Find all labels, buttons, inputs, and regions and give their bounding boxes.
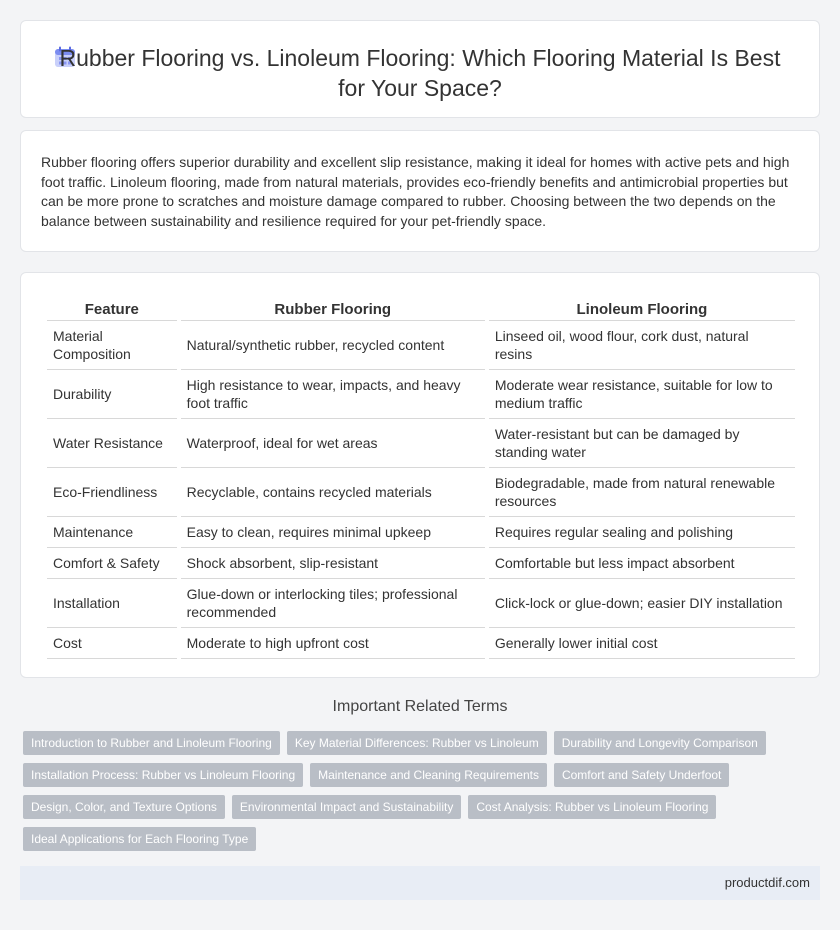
row-feature: Comfort & Safety (47, 548, 177, 579)
related-term-link[interactable]: Comfort and Safety Underfoot (554, 763, 729, 787)
comparison-table (43, 295, 799, 659)
row-feature: Installation (47, 579, 177, 628)
page-title: Rubber Flooring vs. Linoleum Flooring: Which Flooring Material Is Best for Your Space? (59, 45, 781, 101)
row-feature: Material Composition (47, 321, 177, 370)
related-term-link[interactable]: Cost Analysis: Rubber vs Linoleum Flooring (468, 795, 716, 819)
related-terms-title: Important Related Terms (332, 698, 508, 715)
header-linoleum: Linoleum Flooring (489, 295, 795, 321)
row-rubber: Moderate to high upfront cost (181, 628, 485, 659)
footer (20, 866, 820, 900)
related-term-link[interactable]: Introduction to Rubber and Linoleum Flooring (23, 731, 280, 755)
row-feature: Maintenance (47, 517, 177, 548)
related-term-link[interactable]: Installation Process: Rubber vs Linoleum Flooring (23, 763, 303, 787)
intro-card (20, 130, 820, 252)
related-term-link[interactable]: Maintenance and Cleaning Requirements (310, 763, 547, 787)
row-feature: Eco-Friendliness (47, 468, 177, 517)
related-term-link[interactable]: Design, Color, and Texture Options (23, 795, 225, 819)
table-row (47, 370, 795, 419)
row-linoleum: Click-lock or glue-down; easier DIY installation (489, 579, 795, 628)
row-linoleum: Linseed oil, wood flour, cork dust, natural resins (489, 321, 795, 370)
row-rubber: High resistance to wear, impacts, and heavy foot traffic (181, 370, 485, 419)
header-feature: Feature (47, 295, 177, 321)
row-linoleum: Biodegradable, made from natural renewable resources (489, 468, 795, 517)
comparison-table-card (20, 272, 820, 678)
table-row (47, 468, 795, 517)
related-term-link[interactable]: Key Material Differences: Rubber vs Linoleum (287, 731, 547, 755)
related-term-link[interactable]: Environmental Impact and Sustainability (232, 795, 461, 819)
row-linoleum: Requires regular sealing and polishing (489, 517, 795, 548)
related-term-link[interactable]: Durability and Longevity Comparison (554, 731, 766, 755)
table-row (47, 579, 795, 628)
header-card (20, 20, 820, 118)
row-feature: Cost (47, 628, 177, 659)
row-linoleum: Generally lower initial cost (489, 628, 795, 659)
footer-site-name[interactable]: productdif.com (724, 875, 810, 890)
row-rubber: Natural/synthetic rubber, recycled content (181, 321, 485, 370)
row-rubber: Shock absorbent, slip-resistant (181, 548, 485, 579)
table-row (47, 548, 795, 579)
intro-paragraph: Rubber flooring offers superior durability and excellent slip resistance, making it ideal for homes with active pets and high foot traffic. Linoleum flooring, made from natural materials, provides eco-friendly benefits and antimicrobial properties but can be more prone to scratches and moisture damage compared to rubber. Choosing between the two depends on the balance between sustainability and resilience required for your pet-friendly space. (41, 154, 790, 229)
header-rubber: Rubber Flooring (181, 295, 485, 321)
table-row (47, 628, 795, 659)
row-linoleum: Comfortable but less impact absorbent (489, 548, 795, 579)
table-row (47, 517, 795, 548)
row-linoleum: Water-resistant but can be damaged by standing water (489, 419, 795, 468)
related-terms-list (23, 731, 803, 851)
row-feature: Durability (47, 370, 177, 419)
row-rubber: Waterproof, ideal for wet areas (181, 419, 485, 468)
related-term-link[interactable]: Ideal Applications for Each Flooring Type (23, 827, 256, 851)
table-row (47, 419, 795, 468)
row-linoleum: Moderate wear resistance, suitable for low to medium traffic (489, 370, 795, 419)
row-rubber: Easy to clean, requires minimal upkeep (181, 517, 485, 548)
row-rubber: Recyclable, contains recycled materials (181, 468, 485, 517)
table-row (47, 321, 795, 370)
row-feature: Water Resistance (47, 419, 177, 468)
row-rubber: Glue-down or interlocking tiles; professional recommended (181, 579, 485, 628)
